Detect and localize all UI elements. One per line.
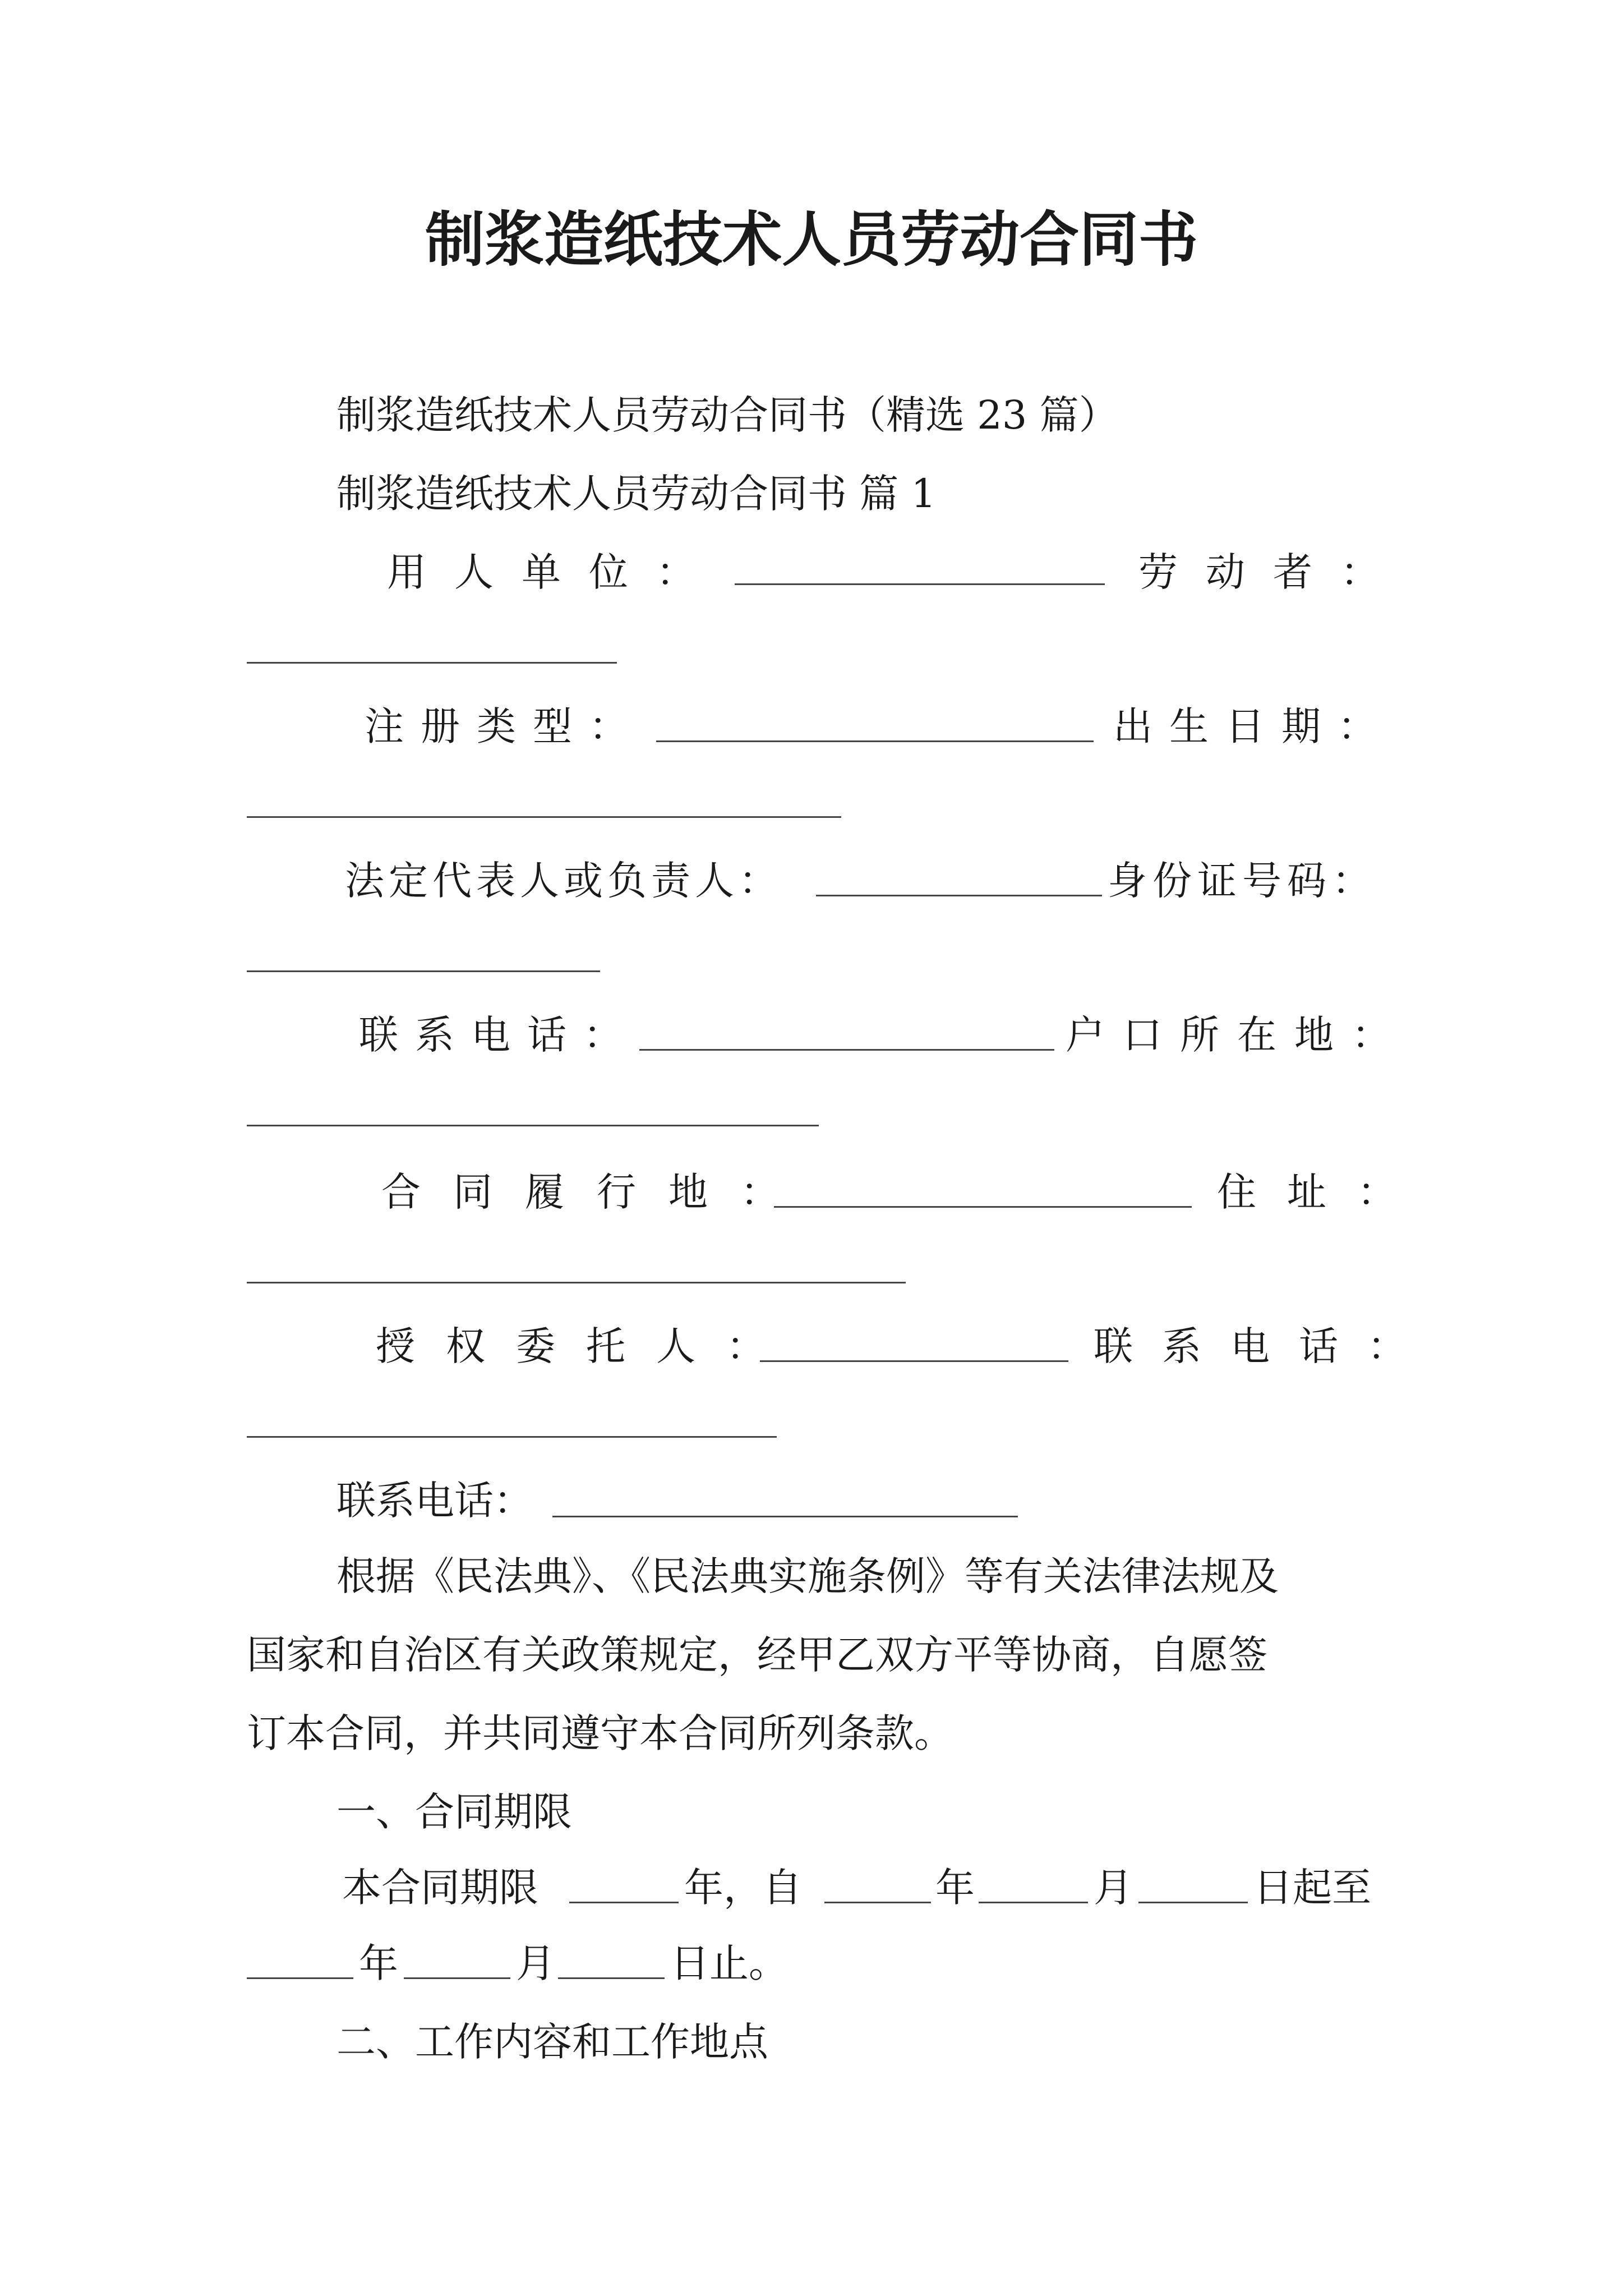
phone-label: 联系电话： [359,1012,639,1058]
start-day-blank[interactable] [1138,1902,1248,1903]
worker-label: 劳动者： [1138,549,1408,595]
employer-blank[interactable] [735,583,1105,585]
agent-blank[interactable] [760,1360,1068,1362]
address-blank[interactable] [247,1282,906,1283]
agent-phone-blank[interactable] [247,1436,777,1438]
start-month-blank[interactable] [979,1902,1088,1903]
end-day-blank[interactable] [558,1977,665,1979]
employer-label: 用人单位： [387,549,723,595]
agent-phone-label: 联系电话： [1094,1323,1436,1369]
end-day-unit: 日止。 [670,1940,788,1986]
start-year-unit: 年 [935,1865,975,1911]
legal-rep-blank[interactable] [816,895,1102,896]
end-year-unit: 年 [359,1940,398,1986]
worker-blank[interactable] [247,662,617,664]
contact-phone-blank[interactable] [552,1516,1018,1517]
start-day-unit: 日起至 [1253,1865,1371,1911]
address-label: 住址： [1217,1169,1427,1215]
legal-rep-label: 法定代表人或负责人： [345,858,782,904]
birth-date-label: 出生日期： [1113,703,1394,749]
contact-phone-label: 联系电话： [336,1478,533,1524]
section-heading: 制浆造纸技术人员劳动合同书 篇 1 [336,471,937,517]
place-blank[interactable] [774,1206,1192,1208]
start-month-unit: 月 [1094,1865,1133,1911]
section-1-heading: 一、合同期限 [336,1789,572,1835]
agent-label: 授权委托人： [376,1323,796,1369]
intro-line-2: 国家和自治区有关政策规定，经甲乙双方平等协商，自愿签 [247,1632,1267,1678]
term-label: 本合同期限 [342,1865,538,1911]
place-label: 合同履行地： [381,1169,812,1215]
section-2-heading: 二、工作内容和工作地点 [336,2019,768,2065]
end-month-blank[interactable] [404,1977,510,1979]
reg-type-label: 注册类型： [365,703,645,749]
intro-line-3: 订本合同，并共同遵守本合同所列条款。 [247,1710,953,1756]
id-number-label: 身份证号码： [1108,858,1377,904]
start-year-blank[interactable] [824,1902,931,1903]
id-number-blank[interactable] [247,970,600,972]
document-title: 制浆造纸技术人员劳动合同书 [425,205,1198,274]
term-from-label: 年，自 [684,1865,802,1911]
end-month-unit: 月 [516,1940,555,1986]
household-label: 户口所在地： [1066,1012,1409,1058]
term-years-blank[interactable] [569,1902,679,1903]
subtitle: 制浆造纸技术人员劳动合同书（精选 23 篇） [336,392,1118,438]
reg-type-blank[interactable] [656,740,1094,742]
end-year-blank[interactable] [247,1977,353,1979]
phone-blank[interactable] [639,1049,1054,1051]
intro-line-1: 根据《民法典》、《民法典实施条例》等有关法律法规及 [336,1553,1279,1599]
household-blank[interactable] [247,1125,819,1126]
birth-date-blank[interactable] [247,816,841,818]
